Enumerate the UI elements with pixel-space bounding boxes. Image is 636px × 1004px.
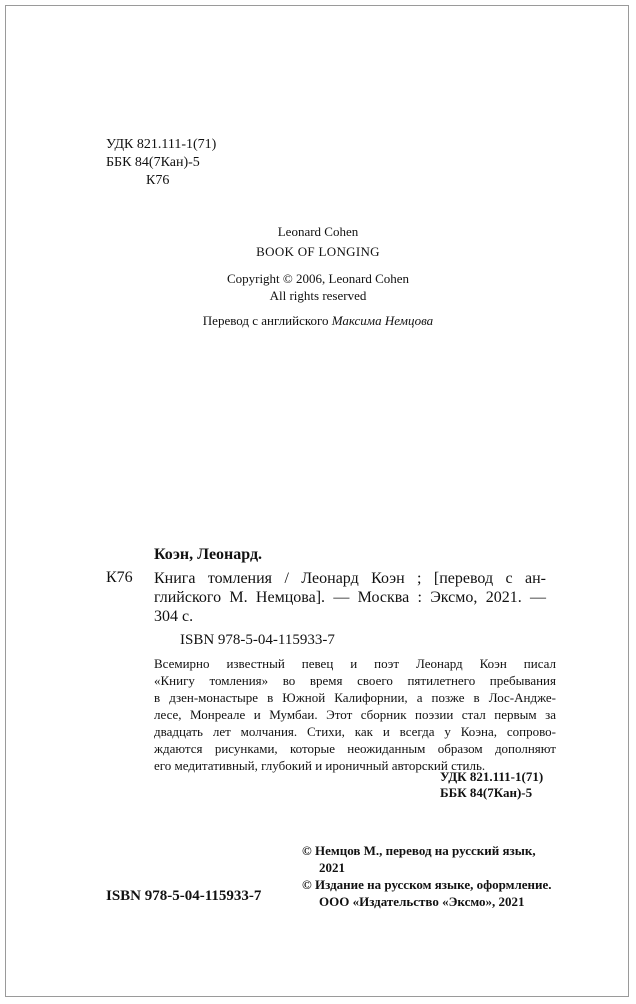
- annotation-line: ждаются рисунками, которые неожиданным образом дополняют: [154, 741, 556, 756]
- bib-isbn: ISBN 978-5-04-115933-7: [180, 632, 335, 648]
- original-title: BOOK OF LONGING: [256, 244, 380, 259]
- classification-udk: УДК 821.111-1(71): [440, 769, 544, 784]
- bib-description-line: 304 с.: [154, 608, 194, 625]
- isbn-bottom: ISBN 978-5-04-115933-7: [106, 888, 262, 904]
- header-bbk: ББК 84(7Кан)-5: [106, 155, 200, 170]
- copyright-edition: © Издание на русском языке, оформление.: [302, 877, 552, 892]
- header-codes: [106, 136, 216, 190]
- annotation-line: в дзен-монастыре в Южной Калифорнии, а позже в Лос-Андже-: [154, 690, 556, 705]
- bib-description: [154, 569, 546, 626]
- copyright-translation-year: 2021: [319, 860, 345, 875]
- annotation-line: Всемирно известный певец и поэт Леонард Коэн писал: [154, 656, 556, 671]
- copyright-publisher: ООО «Издательство «Эксмо», 2021: [319, 894, 525, 909]
- original-author: Leonard Cohen: [277, 224, 359, 239]
- original-copyright: Copyright © 2006, Leonard Cohen: [226, 271, 410, 286]
- annotation-line: «Книгу томления» во время своего пятилетнего пребывания: [154, 673, 556, 688]
- bib-author-mark: К76: [106, 569, 133, 586]
- translator-name: Максима Немцова: [331, 313, 434, 328]
- classification-bbk: ББК 84(7Кан)-5: [440, 785, 533, 800]
- copyright-translation: © Немцов М., перевод на русский язык,: [302, 843, 536, 858]
- translation-credit: [0, 313, 636, 330]
- bib-author: Коэн, Леонард.: [154, 546, 263, 563]
- original-rights: All rights reserved: [269, 288, 367, 303]
- copyright-block: [302, 842, 562, 910]
- annotation-line: двадцать лет молчания. Стихи, как и всегда у Коэна, сопрово-: [154, 724, 556, 739]
- header-author-mark: К76: [146, 173, 170, 188]
- translation-prefix: Перевод с английского: [202, 313, 329, 328]
- header-udk: УДК 821.111-1(71): [106, 137, 217, 152]
- bib-description-line: Книга томления / Леонард Коэн ; [перевод с ан-: [154, 570, 546, 587]
- annotation: [154, 655, 556, 774]
- annotation-line: его медитативный, глубокий и ироничный авторский стиль.: [154, 758, 486, 773]
- classification-codes: [440, 769, 543, 801]
- annotation-line: лесе, Монреале и Мумбаи. Этот сборник поэзии стал первым за: [154, 707, 556, 722]
- bib-description-line: глийского М. Немцова]. — Москва : Эксмо, 2021. —: [154, 589, 546, 606]
